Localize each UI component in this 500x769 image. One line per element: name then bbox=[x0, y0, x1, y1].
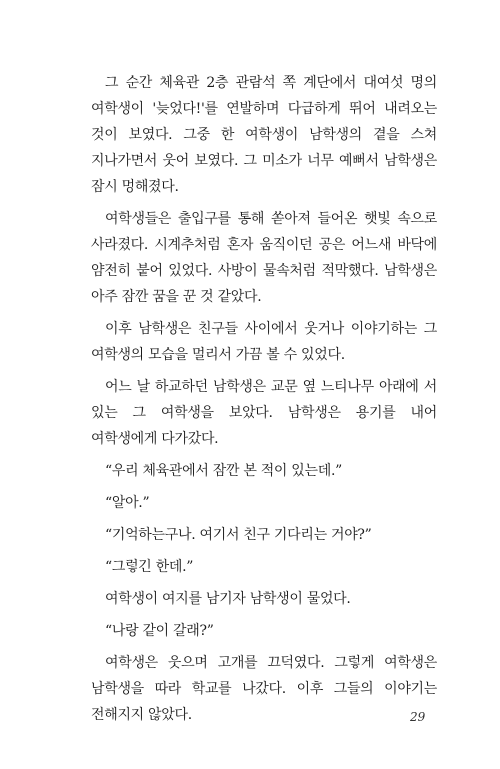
dialogue-line: “그렇긴 한데.” bbox=[105, 559, 194, 575]
paragraph: 이후 남학생은 친구들 사이에서 웃거나 이야기하는 그 여학생의 모습을 멀리서 가끔 볼 수 있었다. bbox=[91, 321, 437, 363]
paragraph: 어느 날 하교하던 남학생은 교문 옆 느티나무 아래에 서 있는 그 여학생을 보았다. 남학생은 용기를 내어 여학생에게 다가갔다. bbox=[91, 379, 437, 447]
dialogue-line: “기억하는구나. 여기서 친구 기다리는 거야?” bbox=[105, 527, 372, 543]
dialogue-line: “나랑 같이 갈래?” bbox=[105, 623, 214, 639]
dialogue-line: “알아.” bbox=[105, 495, 150, 511]
paragraph: 그 순간 체육관 2층 관람석 쪽 계단에서 대여섯 명의 여학생이 '늦었다!'를 연발하며 다급하게 뛰어 내려오는 것이 보였다. 그중 한 여학생이 남학생의 곁을 스쳐 지나가면서 웃어 보였다. 그 미소가 너무 예뻐서 남학생은 잠시 멍해졌다. bbox=[91, 75, 437, 195]
paragraph: 여학생이 여지를 남기자 남학생이 물었다. bbox=[105, 591, 351, 607]
paragraph: 여학생은 웃으며 고개를 끄덕였다. 그렇게 여학생은 남학생을 따라 학교를 나갔다. 이후 그들의 이야기는 전해지지 않았다. bbox=[91, 655, 437, 723]
dialogue-line: “우리 체육관에서 잠깐 본 적이 있는데.” bbox=[105, 463, 342, 479]
body-text bbox=[91, 70, 437, 734]
page-number: 29 bbox=[410, 710, 426, 724]
paragraph: 여학생들은 출입구를 통해 쏟아져 들어온 햇빛 속으로 사라졌다. 시계추처럼 혼자 움직이던 공은 어느새 바닥에 얌전히 붙어 있었다. 사방이 물속처럼 적막했다. 남학생은 아주 잠깐 꿈을 꾼 것 같았다. bbox=[91, 211, 437, 305]
